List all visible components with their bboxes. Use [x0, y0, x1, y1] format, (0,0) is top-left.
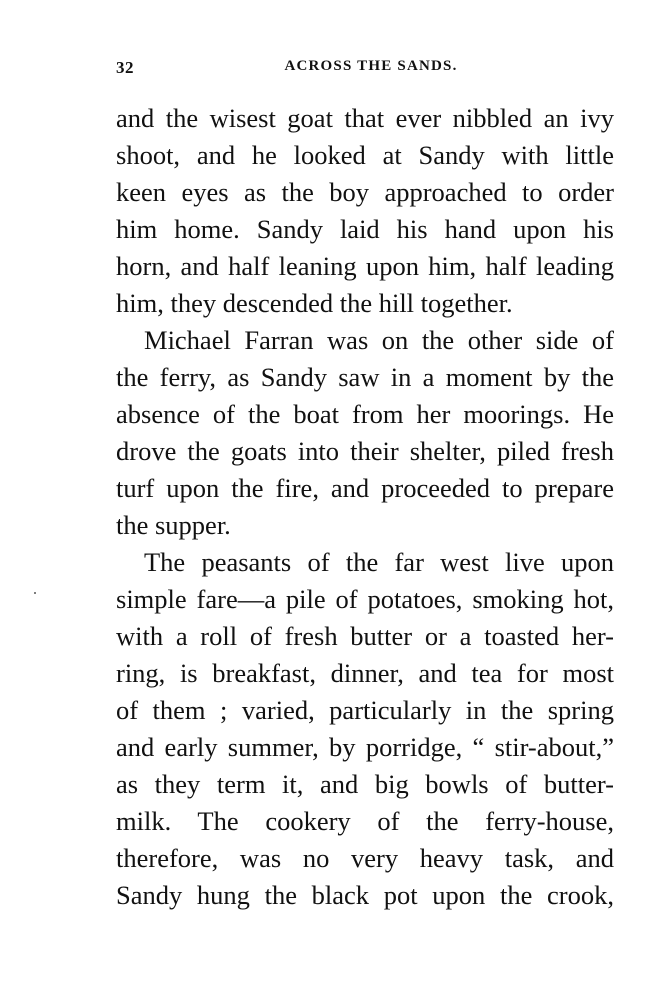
page-number: 32: [116, 58, 134, 77]
text-line: and the wisest goat that ever nibbled an ivy: [116, 103, 614, 133]
text-line: with a roll of fresh butter or a toasted her-: [116, 621, 614, 651]
text-line: drove the goats into their shelter, piled fresh: [116, 436, 614, 466]
text-line: absence of the boat from her moorings. He: [116, 399, 614, 429]
text-line: him home. Sandy laid his hand upon his: [116, 214, 614, 244]
text-line: of them ; varied, particularly in the spring: [116, 695, 614, 725]
text-line: horn, and half leaning upon him, half leading: [116, 251, 614, 281]
paragraph: [116, 322, 614, 544]
text-line: shoot, and he looked at Sandy with little: [116, 140, 614, 170]
text-line: Michael Farran was on the other side of: [144, 325, 614, 355]
text-line: ring, is breakfast, dinner, and tea for most: [116, 658, 614, 688]
print-speck: [34, 592, 36, 594]
text-line: milk. The cookery of the ferry-house,: [116, 806, 614, 836]
running-title: ACROSS THE SANDS.: [284, 58, 458, 74]
text-line: simple fare—a pile of potatoes, smoking hot,: [116, 584, 614, 614]
text-line: Sandy hung the black pot upon the crook,: [116, 880, 614, 910]
text-line: keen eyes as the boy approached to order: [116, 177, 614, 207]
text-line: the supper.: [116, 510, 231, 540]
text-line: the ferry, as Sandy saw in a moment by the: [116, 362, 614, 392]
text-line: and early summer, by porridge, “ stir-about,”: [116, 732, 614, 762]
text-line: him, they descended the hill together.: [116, 288, 513, 318]
body-text: [116, 100, 614, 914]
running-head: [116, 58, 614, 82]
text-line: turf upon the fire, and proceeded to prepare: [116, 473, 614, 503]
paragraph: [116, 544, 614, 914]
text-line: therefore, was no very heavy task, and: [116, 843, 614, 873]
text-line: The peasants of the far west live upon: [144, 547, 614, 577]
text-line: as they term it, and big bowls of butter-: [116, 769, 614, 799]
paragraph: [116, 100, 614, 322]
